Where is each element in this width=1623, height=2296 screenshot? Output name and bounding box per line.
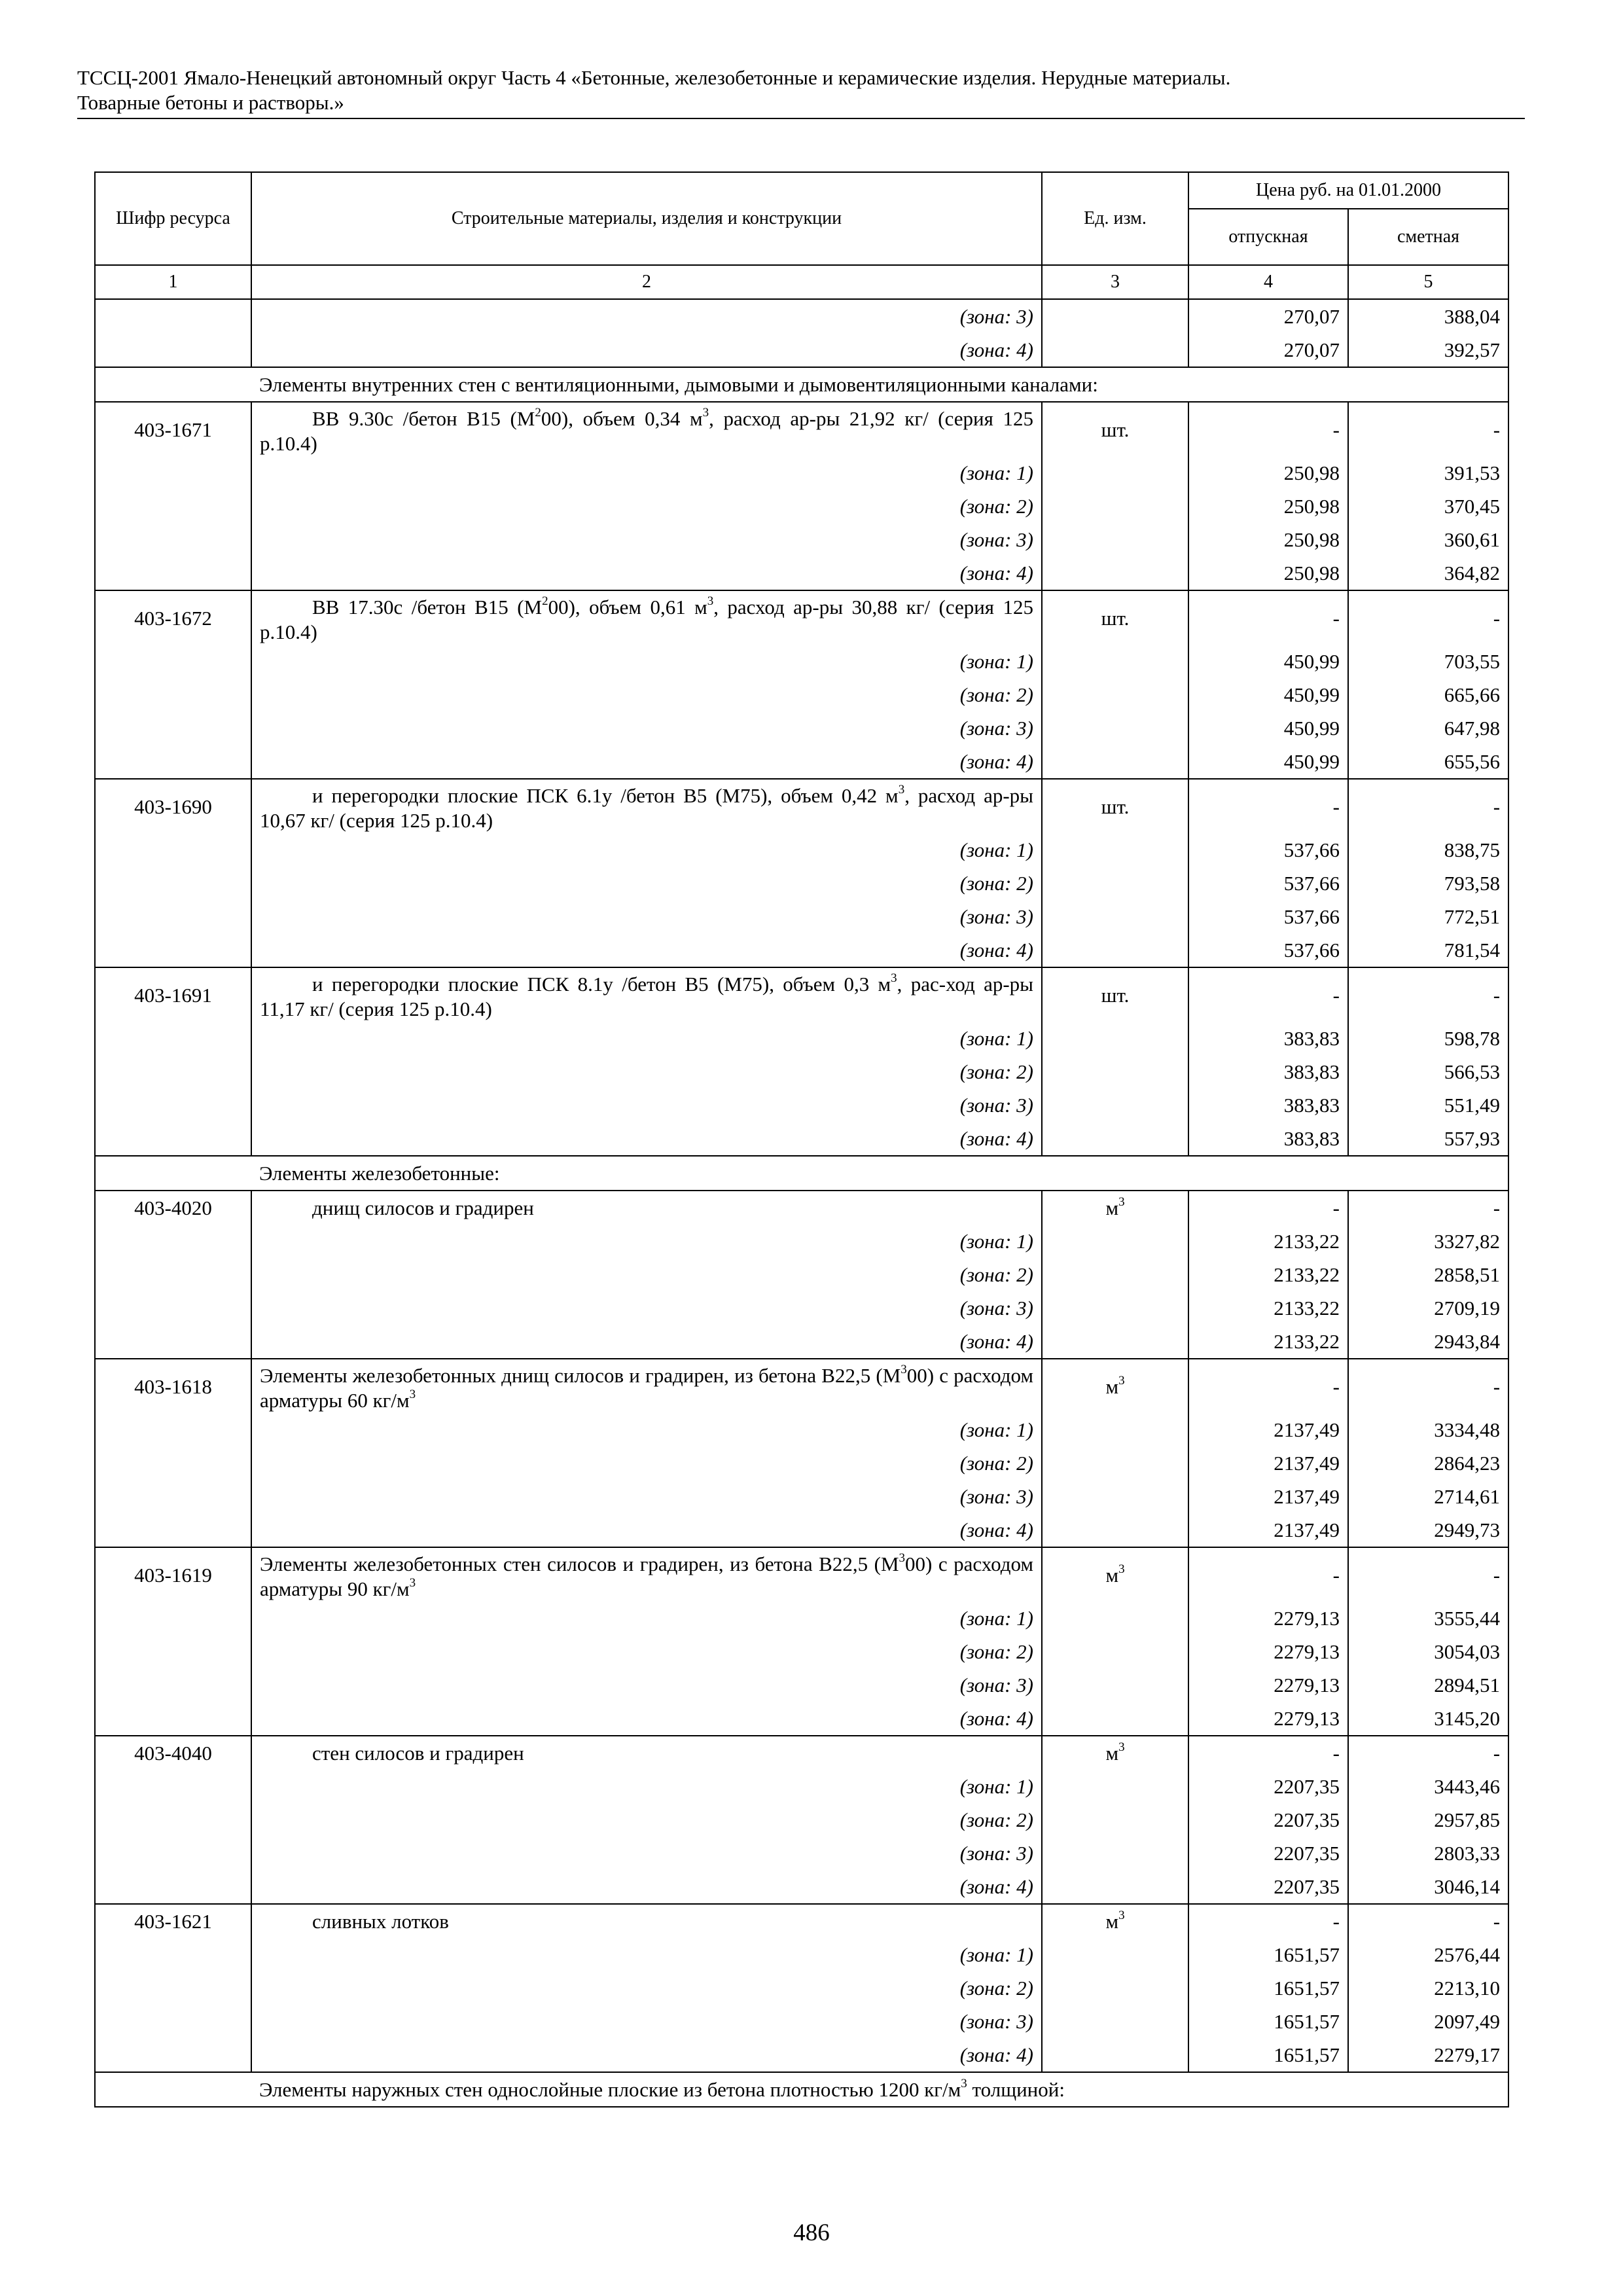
release-price: 537,66	[1188, 933, 1348, 967]
desc-superscript: 3	[899, 1551, 906, 1565]
desc-part: , расход ар-ры 10,67 кг/ (серия 125 р.10.4)	[260, 784, 1033, 832]
release-price: 537,66	[1188, 833, 1348, 867]
desc-part: 00), объем 0,61 м	[548, 596, 707, 619]
item-row	[95, 402, 1508, 456]
release-price: 250,98	[1188, 456, 1348, 490]
release-price: 2279,13	[1188, 1668, 1348, 1702]
estimate-price: 557,93	[1348, 1122, 1508, 1156]
estimate-price: 2709,19	[1348, 1291, 1508, 1325]
release-price: -	[1188, 1359, 1348, 1413]
release-price: 250,98	[1188, 523, 1348, 556]
desc-part: и перегородки плоские ПСК 6.1у /бетон В5 (М75), объем 0,42 м	[312, 784, 899, 807]
zone-label: (зона: 4)	[959, 1518, 1033, 1541]
unit-base: м	[1105, 1375, 1119, 1398]
col-number: 1	[95, 265, 251, 299]
unit	[1042, 1191, 1188, 1225]
table-row	[95, 2005, 1508, 2038]
section-heading-row	[95, 367, 1508, 402]
table-row	[95, 1870, 1508, 1904]
release-price: 537,66	[1188, 867, 1348, 900]
estimate-price: -	[1348, 1904, 1508, 1938]
zone-label: (зона: 3)	[959, 1485, 1033, 1508]
item-row	[95, 590, 1508, 645]
release-price: -	[1188, 967, 1348, 1022]
zone-label: (зона: 1)	[959, 1027, 1033, 1050]
release-price: 2279,13	[1188, 1635, 1348, 1668]
estimate-price: -	[1348, 1191, 1508, 1225]
desc-superscript: 3	[898, 783, 905, 797]
zone-label: (зона: 4)	[959, 2043, 1033, 2066]
table-row	[95, 1837, 1508, 1870]
desc-part: Элементы железобетонных днищ силосов и градирен, из бетона В22,5 (М	[260, 1364, 901, 1387]
table-row	[95, 933, 1508, 967]
zone-label: (зона: 4)	[959, 1875, 1033, 1898]
estimate-price: 2957,85	[1348, 1803, 1508, 1837]
col-number: 3	[1042, 265, 1188, 299]
unit	[1042, 1359, 1188, 1413]
desc-part: Элементы железобетонных стен силосов и градирен, из бетона В22,5 (М	[260, 1552, 899, 1575]
section-heading-part: толщиной:	[967, 2078, 1065, 2101]
estimate-price: 2894,51	[1348, 1668, 1508, 1702]
estimate-price: 3145,20	[1348, 1702, 1508, 1736]
desc-superscript: 2	[535, 406, 541, 420]
table-row	[95, 456, 1508, 490]
desc-superscript: 2	[542, 594, 548, 608]
release-price: -	[1188, 779, 1348, 833]
table-row	[95, 333, 1508, 367]
estimate-price: 360,61	[1348, 523, 1508, 556]
header-line-2: Товарные бетоны и растворы.»	[77, 91, 344, 114]
item-description	[251, 779, 1042, 833]
desc-superscript: 3	[409, 1388, 416, 1401]
table-row	[95, 1088, 1508, 1122]
release-price: 1651,57	[1188, 1971, 1348, 2005]
resource-code: 403-1618	[95, 1359, 251, 1413]
release-price: 1651,57	[1188, 1938, 1348, 1971]
zone-label: (зона: 4)	[959, 1127, 1033, 1150]
estimate-price: 392,57	[1348, 333, 1508, 367]
release-price: 2137,49	[1188, 1513, 1348, 1547]
item-row	[95, 1359, 1508, 1413]
release-price: 270,07	[1188, 333, 1348, 367]
zone-label: (зона: 4)	[959, 1707, 1033, 1730]
release-price: 2279,13	[1188, 1602, 1348, 1635]
release-price: 270,07	[1188, 299, 1348, 333]
desc-part: , рас-ход ар-ры 11,17 кг/ (серия 125 р.10.4)	[260, 973, 1033, 1020]
release-price: 2207,35	[1188, 1870, 1348, 1904]
zone-label: (зона: 3)	[959, 1297, 1033, 1319]
estimate-price: -	[1348, 1359, 1508, 1413]
estimate-price: 772,51	[1348, 900, 1508, 933]
estimate-price: 2576,44	[1348, 1938, 1508, 1971]
release-price: -	[1188, 402, 1348, 456]
unit-superscript: 3	[1118, 1374, 1125, 1388]
release-price: 2137,49	[1188, 1446, 1348, 1480]
table-row	[95, 1446, 1508, 1480]
table-row	[95, 867, 1508, 900]
table-row	[95, 711, 1508, 745]
table-row	[95, 1122, 1508, 1156]
estimate-price: 703,55	[1348, 645, 1508, 678]
section-heading-part: Элементы наружных стен однослойные плоские из бетона плотностью 1200 кг/м	[259, 2078, 961, 2101]
page-number: 486	[793, 2219, 830, 2246]
zone-label: (зона: 4)	[959, 1330, 1033, 1353]
unit-superscript: 3	[1118, 1740, 1125, 1754]
unit: шт.	[1042, 967, 1188, 1022]
item-row	[95, 967, 1508, 1022]
table-row	[95, 1413, 1508, 1446]
item-description: днищ силосов и градирен	[251, 1191, 1042, 1225]
release-price: 250,98	[1188, 490, 1348, 523]
table-row	[95, 2038, 1508, 2072]
table-row	[95, 1513, 1508, 1547]
table-row	[95, 678, 1508, 711]
table-row	[95, 645, 1508, 678]
estimate-price: 647,98	[1348, 711, 1508, 745]
zone-label: (зона: 3)	[959, 1674, 1033, 1696]
table-row	[95, 1055, 1508, 1088]
zone-label: (зона: 1)	[959, 1775, 1033, 1798]
estimate-price: 3054,03	[1348, 1635, 1508, 1668]
desc-part: 00) с расходом арматуры 90 кг/м	[260, 1552, 1034, 1600]
estimate-price: 838,75	[1348, 833, 1508, 867]
zone-label: (зона: 1)	[959, 1418, 1033, 1441]
running-header	[77, 65, 1525, 119]
release-price: 450,99	[1188, 678, 1348, 711]
desc-superscript: 3	[707, 594, 714, 608]
desc-superscript: 3	[901, 1363, 907, 1376]
desc-superscript: 3	[702, 406, 709, 420]
release-price: 383,83	[1188, 1055, 1348, 1088]
item-row	[95, 1547, 1508, 1602]
col-number: 5	[1348, 265, 1508, 299]
unit-superscript: 3	[1118, 1909, 1125, 1922]
table-row	[95, 1635, 1508, 1668]
unit	[1042, 1547, 1188, 1602]
zone-label: (зона: 2)	[959, 495, 1033, 518]
release-price: -	[1188, 1736, 1348, 1770]
zone-label: (зона: 1)	[959, 838, 1033, 861]
table-row	[95, 556, 1508, 590]
unit: шт.	[1042, 779, 1188, 833]
desc-superscript: 3	[891, 971, 897, 985]
zone-label: (зона: 3)	[959, 1842, 1033, 1865]
col-header-material: Строительные материалы, изделия и конструкции	[251, 172, 1042, 265]
release-price: 450,99	[1188, 745, 1348, 779]
release-price: 1651,57	[1188, 2005, 1348, 2038]
col-header-estimate-price: сметная	[1348, 209, 1508, 265]
item-description	[251, 590, 1042, 645]
release-price: -	[1188, 1904, 1348, 1938]
estimate-price: 2864,23	[1348, 1446, 1508, 1480]
item-description: сливных лотков	[251, 1904, 1042, 1938]
release-price: 537,66	[1188, 900, 1348, 933]
release-price: 450,99	[1188, 645, 1348, 678]
unit	[1042, 1904, 1188, 1938]
unit: шт.	[1042, 590, 1188, 645]
release-price: 2137,49	[1188, 1413, 1348, 1446]
estimate-price: 3555,44	[1348, 1602, 1508, 1635]
price-table	[94, 171, 1509, 2108]
release-price: 2207,35	[1188, 1770, 1348, 1803]
resource-code: 403-1619	[95, 1547, 251, 1602]
release-price: 2279,13	[1188, 1702, 1348, 1736]
estimate-price: 391,53	[1348, 456, 1508, 490]
resource-code: 403-1690	[95, 779, 251, 833]
table-row	[95, 1971, 1508, 2005]
estimate-price: 3334,48	[1348, 1413, 1508, 1446]
estimate-price: 2714,61	[1348, 1480, 1508, 1513]
zone-label: (зона: 3)	[959, 1094, 1033, 1117]
table-row	[95, 745, 1508, 779]
estimate-price: 2213,10	[1348, 1971, 1508, 2005]
unit: шт.	[1042, 402, 1188, 456]
estimate-price: 2803,33	[1348, 1837, 1508, 1870]
zone-label: (зона: 2)	[959, 1640, 1033, 1663]
estimate-price: 2279,17	[1348, 2038, 1508, 2072]
section-heading: Элементы железобетонные:	[95, 1156, 1508, 1191]
zone-label: (зона: 1)	[959, 1230, 1033, 1253]
estimate-price: 370,45	[1348, 490, 1508, 523]
zone-label: (зона: 2)	[959, 1060, 1033, 1083]
unit-base: м	[1105, 1564, 1119, 1587]
item-row	[95, 779, 1508, 833]
estimate-price: 665,66	[1348, 678, 1508, 711]
item-description	[251, 967, 1042, 1022]
desc-part: и перегородки плоские ПСК 8.1у /бетон В5 (М75), объем 0,3 м	[312, 973, 891, 996]
zone-label: (зона: 3)	[959, 305, 1033, 328]
estimate-price: 781,54	[1348, 933, 1508, 967]
estimate-price: -	[1348, 1547, 1508, 1602]
section-heading-row	[95, 2072, 1508, 2107]
release-price: 1651,57	[1188, 2038, 1348, 2072]
table-row	[95, 1291, 1508, 1325]
zone-label: (зона: 4)	[959, 338, 1033, 361]
desc-part: 00) с расходом арматуры 60 кг/м	[260, 1364, 1033, 1412]
item-row	[95, 1736, 1508, 1770]
release-price: -	[1188, 590, 1348, 645]
col-header-code: Шифр ресурса	[95, 172, 251, 265]
zone-label: (зона: 1)	[959, 461, 1033, 484]
zone-label: (зона: 3)	[959, 528, 1033, 551]
section-heading-row	[95, 1156, 1508, 1191]
estimate-price: 655,56	[1348, 745, 1508, 779]
resource-code: 403-1671	[95, 402, 251, 456]
table-row	[95, 1770, 1508, 1803]
item-description: стен силосов и градирен	[251, 1736, 1042, 1770]
release-price: 383,83	[1188, 1122, 1348, 1156]
resource-code: 403-1691	[95, 967, 251, 1022]
table-row	[95, 1938, 1508, 1971]
zone-label: (зона: 4)	[959, 939, 1033, 961]
col-number: 4	[1188, 265, 1348, 299]
col-header-release-price: отпускная	[1188, 209, 1348, 265]
zone-label: (зона: 4)	[959, 562, 1033, 584]
unit-superscript: 3	[1118, 1195, 1125, 1209]
zone-label: (зона: 1)	[959, 1943, 1033, 1966]
estimate-price: -	[1348, 1736, 1508, 1770]
estimate-price: 2097,49	[1348, 2005, 1508, 2038]
item-description	[251, 1547, 1042, 1602]
item-description	[251, 1359, 1042, 1413]
col-number: 2	[251, 265, 1042, 299]
item-row	[95, 1191, 1508, 1225]
resource-code: 403-1621	[95, 1904, 251, 1938]
release-price: 450,99	[1188, 711, 1348, 745]
estimate-price: 388,04	[1348, 299, 1508, 333]
zone-label: (зона: 2)	[959, 1977, 1033, 2000]
table-row	[95, 1602, 1508, 1635]
table-row	[95, 1480, 1508, 1513]
estimate-price: 2858,51	[1348, 1258, 1508, 1291]
release-price: 2137,49	[1188, 1480, 1348, 1513]
resource-code: 403-4020	[95, 1191, 251, 1225]
section-heading: Элементы внутренних стен с вентиляционными, дымовыми и дымовентиляционными каналами:	[95, 367, 1508, 402]
table-row	[95, 1803, 1508, 1837]
release-price: 2207,35	[1188, 1837, 1348, 1870]
desc-part: , расход ар-ры 30,88 кг/ (серия 125 р.10.4)	[260, 596, 1033, 643]
col-header-unit: Ед. изм.	[1042, 172, 1188, 265]
table-row	[95, 1325, 1508, 1359]
estimate-price: 2943,84	[1348, 1325, 1508, 1359]
zone-label: (зона: 2)	[959, 872, 1033, 895]
estimate-price: -	[1348, 779, 1508, 833]
estimate-price: -	[1348, 967, 1508, 1022]
unit-base: м	[1105, 1910, 1119, 1933]
col-header-price-group: Цена руб. на 01.01.2000	[1188, 172, 1508, 209]
zone-label: (зона: 3)	[959, 717, 1033, 740]
header-line-1: ТССЦ-2001 Ямало-Ненецкий автономный округ Часть 4 «Бетонные, железобетонные и керамические изделия. Нерудные материалы.	[77, 66, 1231, 89]
zone-label: (зона: 3)	[959, 2010, 1033, 2033]
release-price: 2207,35	[1188, 1803, 1348, 1837]
table-row	[95, 1702, 1508, 1736]
estimate-price: 3046,14	[1348, 1870, 1508, 1904]
table-row	[95, 1022, 1508, 1055]
estimate-price: 364,82	[1348, 556, 1508, 590]
zone-label: (зона: 2)	[959, 1808, 1033, 1831]
estimate-price: 3327,82	[1348, 1225, 1508, 1258]
table-row	[95, 1258, 1508, 1291]
zone-label: (зона: 2)	[959, 683, 1033, 706]
table-row	[95, 523, 1508, 556]
table-row	[95, 833, 1508, 867]
zone-label: (зона: 2)	[959, 1452, 1033, 1475]
table-row	[95, 490, 1508, 523]
item-row	[95, 1904, 1508, 1938]
desc-superscript: 3	[409, 1576, 416, 1590]
unit-superscript: 3	[1118, 1562, 1125, 1576]
release-price: 383,83	[1188, 1088, 1348, 1122]
estimate-price: 598,78	[1348, 1022, 1508, 1055]
release-price: 2133,22	[1188, 1225, 1348, 1258]
zone-label: (зона: 1)	[959, 650, 1033, 673]
unit	[1042, 1736, 1188, 1770]
release-price: 2133,22	[1188, 1258, 1348, 1291]
resource-code: 403-1672	[95, 590, 251, 645]
release-price: 2133,22	[1188, 1325, 1348, 1359]
table-row	[95, 1668, 1508, 1702]
desc-part: ВВ 9.30с /бетон В15 (М	[312, 407, 535, 430]
release-price: -	[1188, 1547, 1348, 1602]
table-row	[95, 900, 1508, 933]
release-price: -	[1188, 1191, 1348, 1225]
desc-part: 00), объем 0,34 м	[541, 407, 703, 430]
estimate-price: 3443,46	[1348, 1770, 1508, 1803]
section-heading-superscript: 3	[961, 2077, 967, 2090]
desc-part: ВВ 17.30с /бетон В15 (М	[312, 596, 543, 619]
estimate-price: 793,58	[1348, 867, 1508, 900]
table-row	[95, 1225, 1508, 1258]
zone-label: (зона: 4)	[959, 750, 1033, 773]
zone-label: (зона: 2)	[959, 1263, 1033, 1286]
zone-label: (зона: 1)	[959, 1607, 1033, 1630]
estimate-price: 566,53	[1348, 1055, 1508, 1088]
release-price: 2133,22	[1188, 1291, 1348, 1325]
resource-code: 403-4040	[95, 1736, 251, 1770]
unit-base: м	[1105, 1742, 1119, 1765]
release-price: 250,98	[1188, 556, 1348, 590]
table-row	[95, 299, 1508, 333]
desc-part: , расход ар-ры 21,92 кг/ (серия 125 р.10.4)	[260, 407, 1033, 455]
release-price: 383,83	[1188, 1022, 1348, 1055]
estimate-price: 551,49	[1348, 1088, 1508, 1122]
estimate-price: 2949,73	[1348, 1513, 1508, 1547]
zone-label: (зона: 3)	[959, 905, 1033, 928]
unit-base: м	[1105, 1196, 1119, 1219]
estimate-price: -	[1348, 402, 1508, 456]
estimate-price: -	[1348, 590, 1508, 645]
item-description	[251, 402, 1042, 456]
section-heading	[95, 2072, 1508, 2107]
